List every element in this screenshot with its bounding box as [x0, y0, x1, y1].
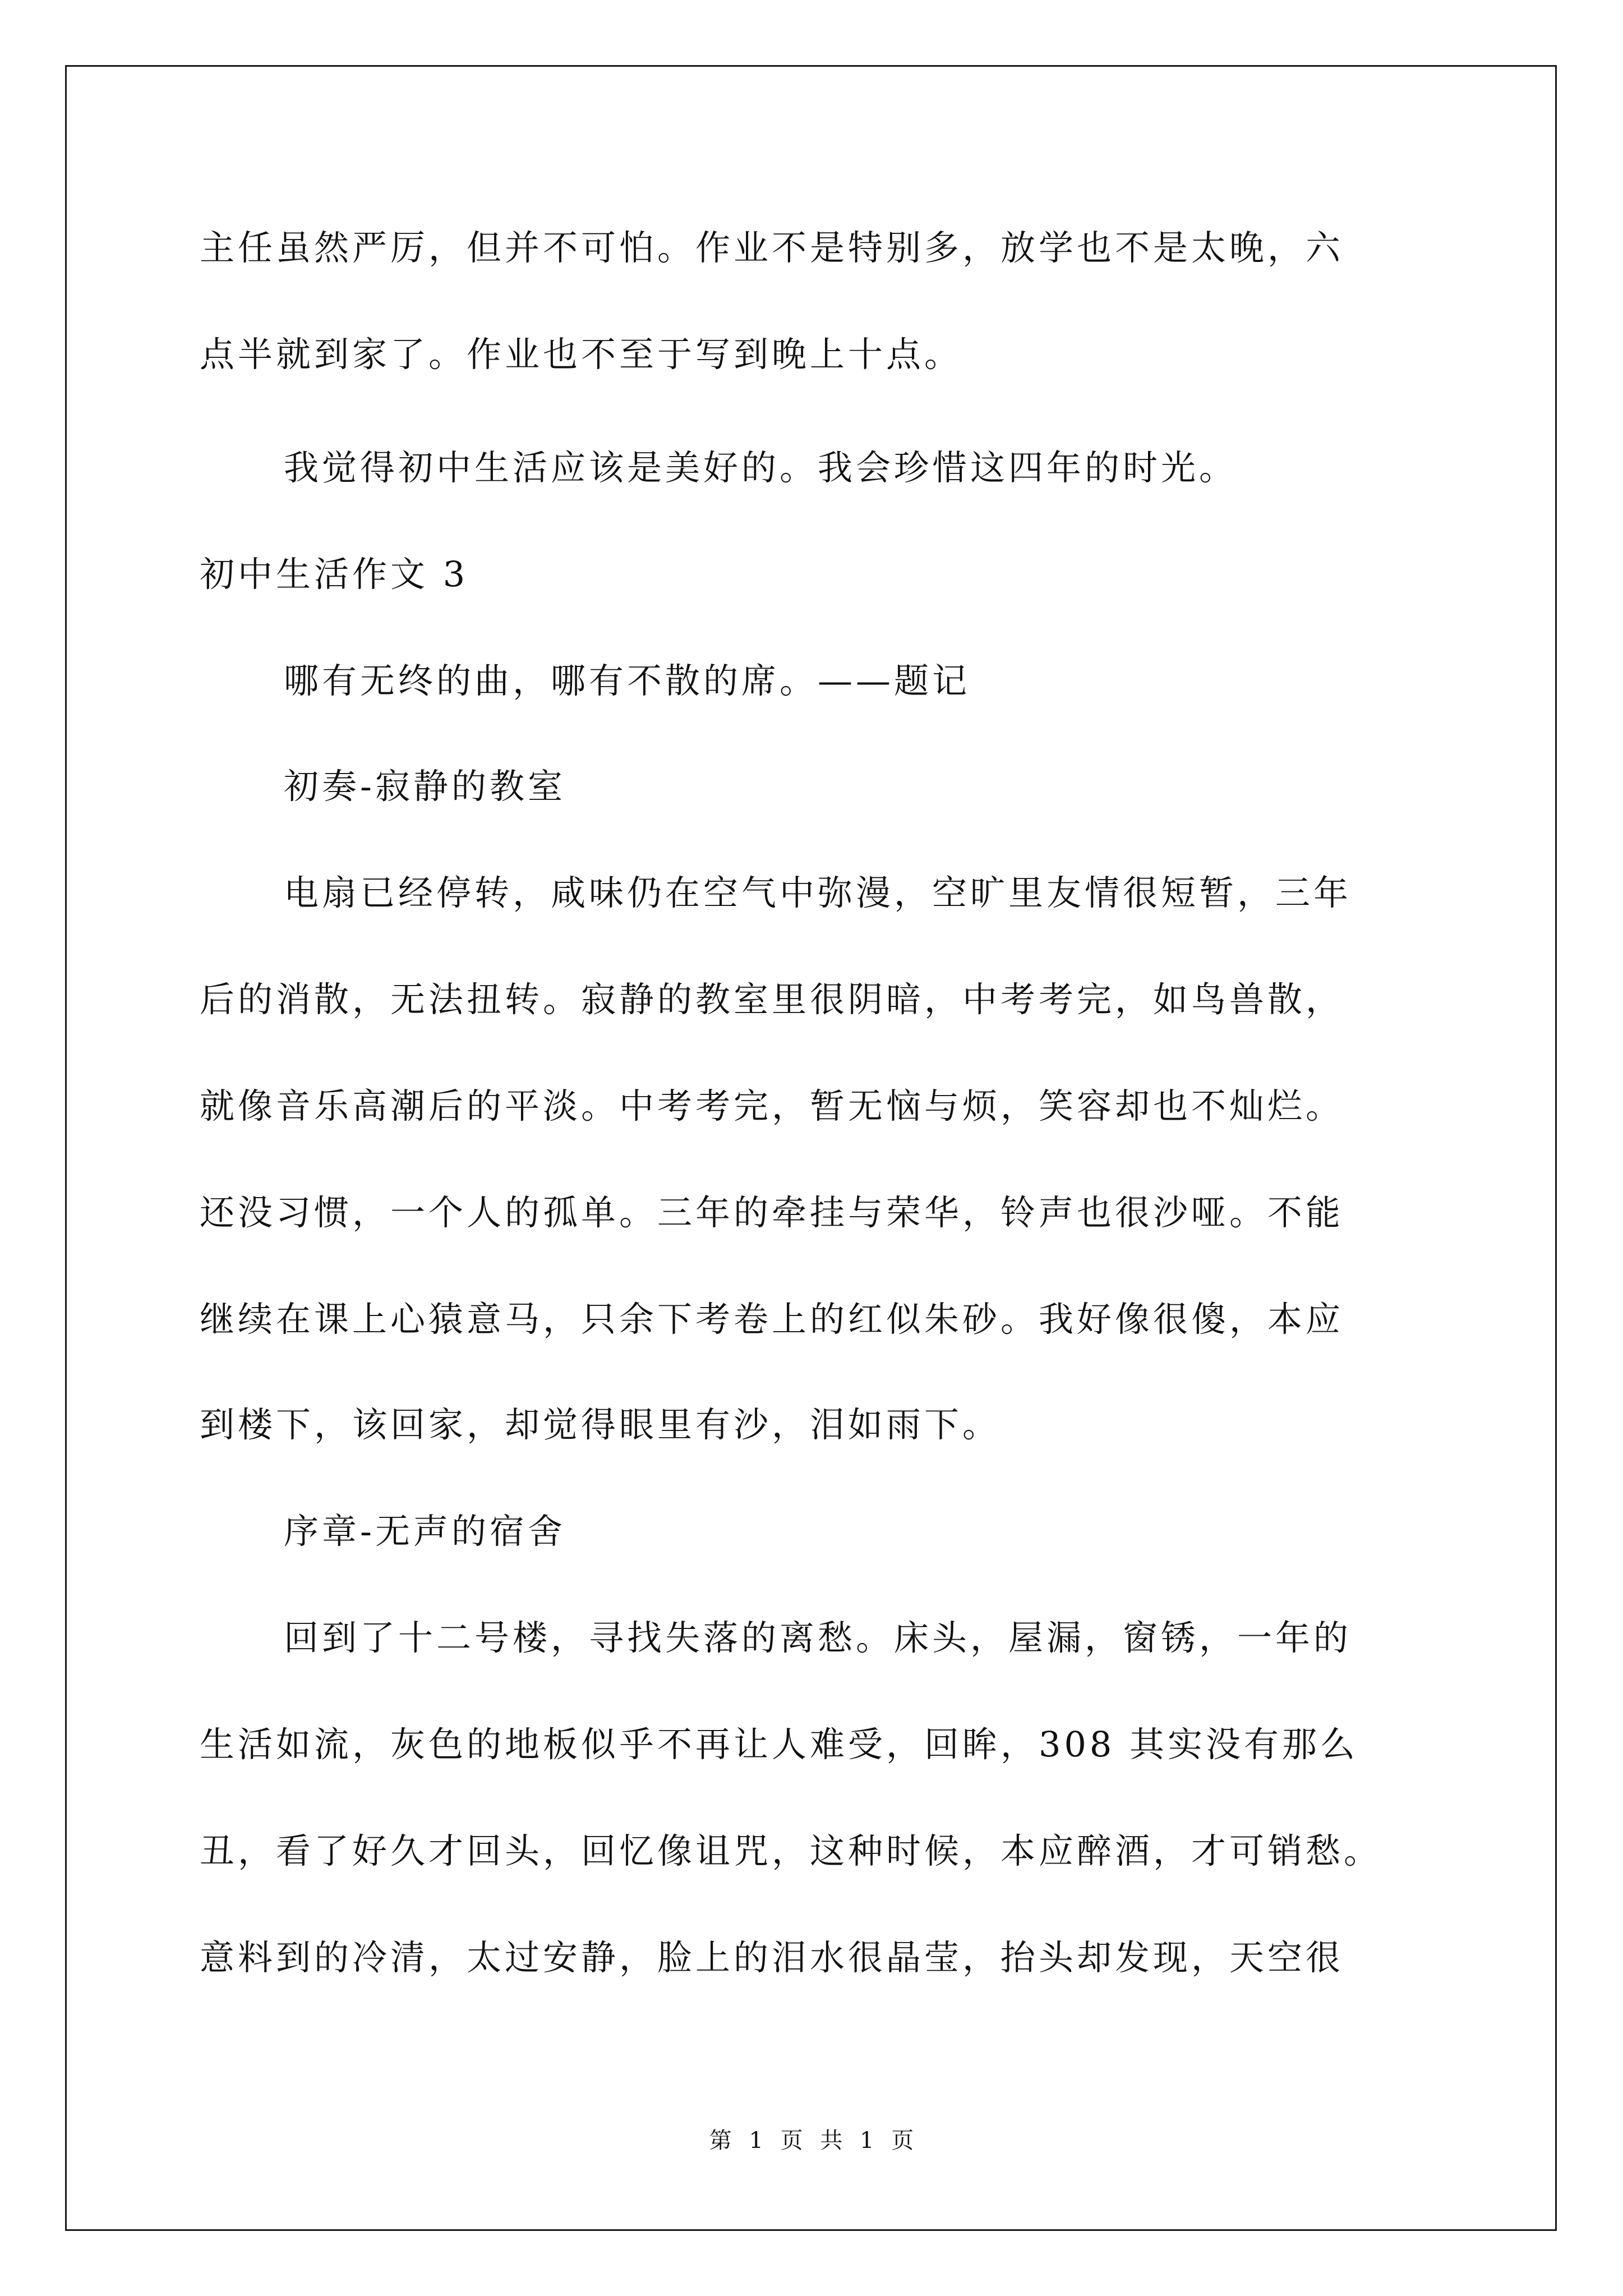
body-line: 到楼下，该回家，却觉得眼里有沙，泪如雨下。: [200, 1404, 1001, 1445]
section-heading: 初中生活作文 3: [200, 554, 469, 595]
body-line: 主任虽然严厉，但并不可怕。作业不是特别多，放学也不是太晚，六: [200, 227, 1344, 268]
body-line: 还没习惯，一个人的孤单。三年的牵挂与荣华，铃声也很沙哑。不能: [200, 1192, 1344, 1233]
body-line: 就像音乐高潮后的平淡。中考考完，暂无恼与烦，笑容却也不灿烂。: [200, 1085, 1344, 1126]
subsection-heading: 序章-无声的宿舍: [284, 1511, 566, 1552]
subsection-heading: 初奏-寂静的教室: [284, 766, 566, 807]
page-border: [65, 65, 1557, 2231]
body-line: 丑，看了好久才回头，回忆像诅咒，这种时候，本应醉酒，才可销愁。: [200, 1830, 1382, 1871]
page-footer: 第 1 页 共 1 页: [709, 2128, 914, 2154]
body-line: 点半就到家了。作业也不至于写到晚上十点。: [200, 334, 963, 375]
body-line: 我觉得初中生活应该是美好的。我会珍惜这四年的时光。: [284, 447, 1238, 488]
body-line: 继续在课上心猿意马，只余下考卷上的红似朱砂。我好像很傻，本应: [200, 1299, 1344, 1340]
body-line: 生活如流，灰色的地板似乎不再让人难受，回眸，308 其实没有那么: [200, 1724, 1359, 1765]
body-line: 后的消散，无法扭转。寂静的教室里很阴暗，中考考完，如鸟兽散，: [200, 979, 1344, 1020]
body-line: 意料到的冷清，太过安静，脸上的泪水很晶莹，抬头却发现，天空很: [200, 1937, 1344, 1978]
body-line: 回到了十二号楼，寻找失落的离愁。床头，屋漏，窗锈，一年的: [284, 1617, 1352, 1658]
epigraph-line: 哪有无终的曲，哪有不散的席。——题记: [284, 660, 971, 701]
body-line: 电扇已经停转，咸味仍在空气中弥漫，空旷里友情很短暂，三年: [284, 872, 1352, 913]
